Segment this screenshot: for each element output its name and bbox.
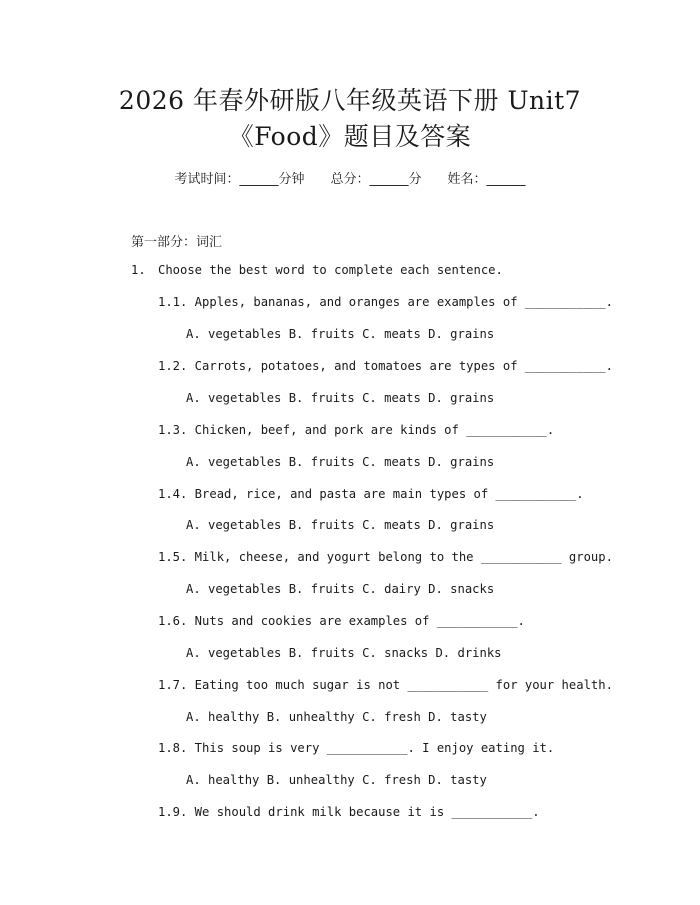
options-1-3: A. vegetables B. fruits C. meats D. grains <box>186 455 495 469</box>
sub-question-1-4: 1.4. Bread, rice, and pasta are main types of ___________. <box>158 487 584 501</box>
section-heading: 第一部分：词汇 <box>131 235 223 250</box>
sub-question-1-3: 1.3. Chicken, beef, and pork are kinds of ___________. <box>158 423 555 437</box>
question-text: Choose the best word to complete each sentence. <box>158 263 503 277</box>
exam-info-row <box>0 168 700 187</box>
sub-question-1-2: 1.2. Carrots, potatoes, and tomatoes are types of ___________. <box>158 359 613 373</box>
page-title-line-1: 2026 年春外研版八年级英语下册 Unit7 <box>118 86 582 115</box>
sub-question-1-5: 1.5. Milk, cheese, and yogurt belong to the ___________ group. <box>158 550 613 564</box>
options-1-8: A. healthy B. unhealthy C. fresh D. tasty <box>186 773 487 787</box>
exam-time-field: 考试时间：______分钟 <box>174 172 305 187</box>
page-title-line-2: 《Food》题目及答案 <box>228 122 472 151</box>
options-1-2: A. vegetables B. fruits C. meats D. grains <box>186 391 495 405</box>
total-score-field: 总分：______分 <box>330 172 422 187</box>
question-instruction <box>131 264 503 276</box>
options-1-5: A. vegetables B. fruits C. dairy D. snacks <box>186 582 495 596</box>
sub-question-1-1: 1.1. Apples, bananas, and oranges are examples of ___________. <box>158 295 613 309</box>
sub-question-1-9: 1.9. We should drink milk because it is ___________. <box>158 805 540 819</box>
options-1-4: A. vegetables B. fruits C. meats D. grains <box>186 518 495 532</box>
sub-question-1-8: 1.8. This soup is very ___________. I enjoy eating it. <box>158 741 555 755</box>
options-1-7: A. healthy B. unhealthy C. fresh D. tasty <box>186 710 487 724</box>
question-number: 1. <box>131 263 146 277</box>
sub-question-1-6: 1.6. Nuts and cookies are examples of ___________. <box>158 614 525 628</box>
options-1-1: A. vegetables B. fruits C. meats D. grains <box>186 327 495 341</box>
options-1-6: A. vegetables B. fruits C. snacks D. drinks <box>186 646 502 660</box>
student-name-field: 姓名：______ <box>447 172 526 187</box>
sub-question-1-7: 1.7. Eating too much sugar is not ___________ for your health. <box>158 678 613 692</box>
